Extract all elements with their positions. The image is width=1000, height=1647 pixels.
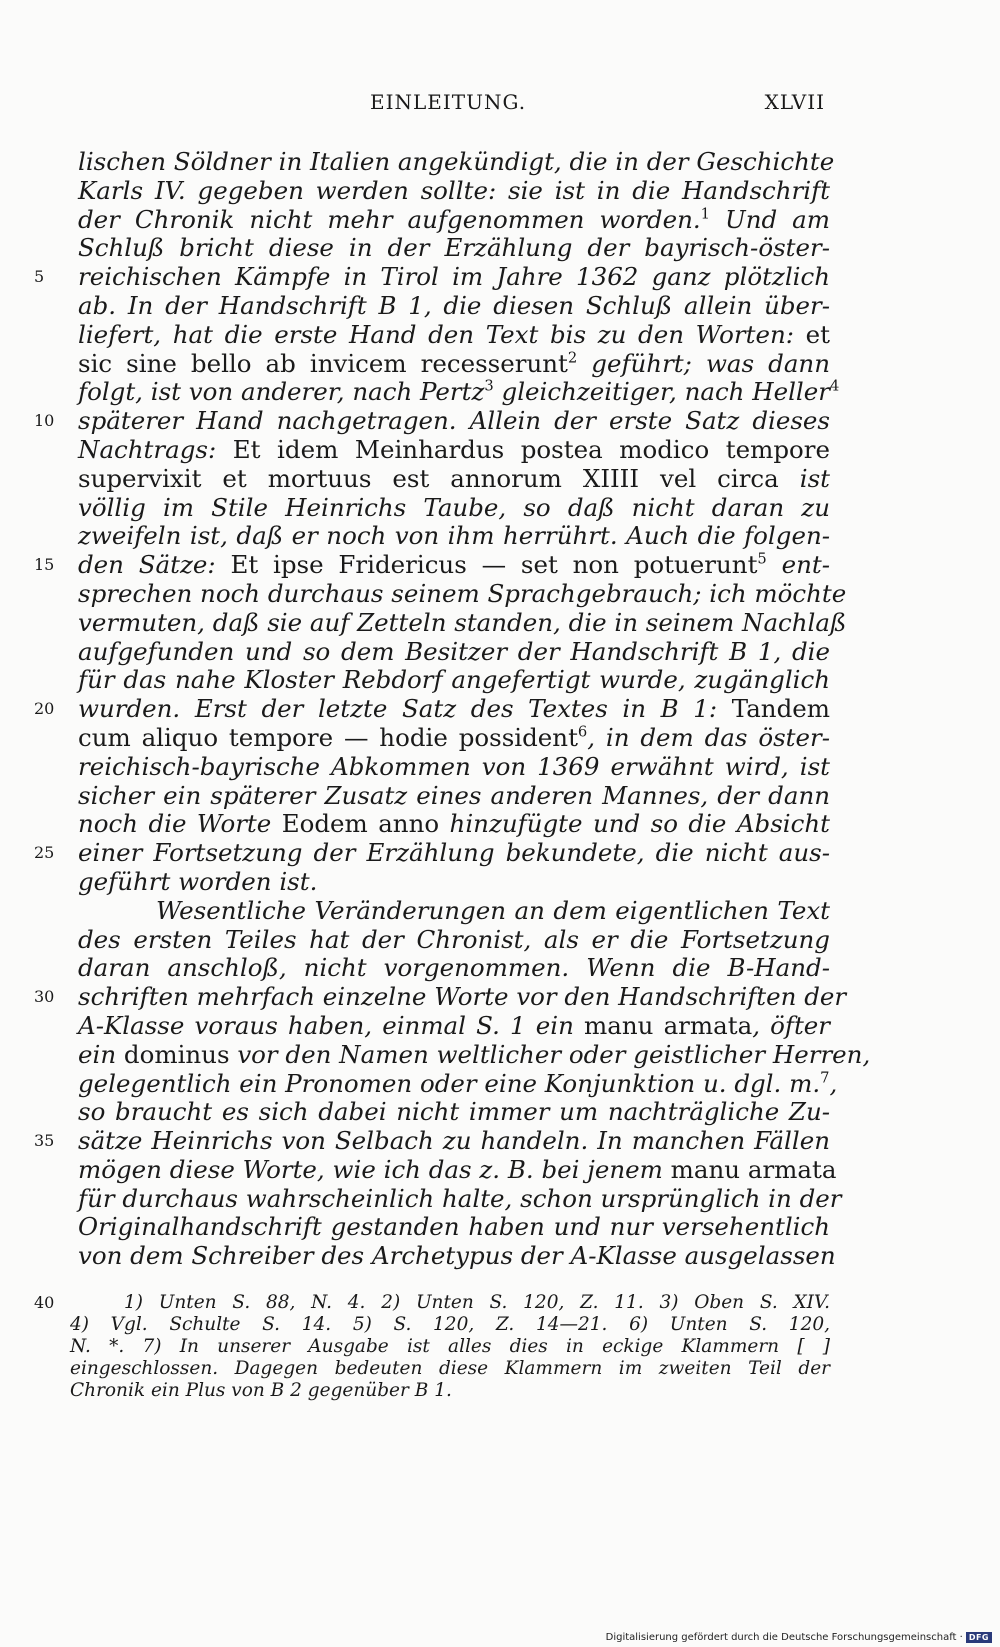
text-line [78, 1039, 871, 1070]
line-number: 5 [34, 267, 45, 287]
latin-quote: Et idem Meinhardus postea modico tempore [232, 434, 830, 464]
text-line [78, 350, 830, 379]
text-span: reichisch-bayrische Abkommen von 1369 erwähnt wird, ist [78, 751, 830, 781]
line-number: 30 [34, 987, 55, 1007]
text-span: sprechen noch durchaus seinem Sprachgebrauch; ich möchte [78, 578, 847, 608]
text-line [78, 1012, 830, 1041]
credit-text: Digitalisierung gefördert durch die Deutsche Forschungsgemeinschaft · [605, 1632, 963, 1643]
line-number: 35 [34, 1131, 55, 1151]
latin-quote: manu armata [584, 1010, 753, 1040]
latin-quote: Eodem anno [281, 809, 440, 839]
text-line [34, 982, 847, 1012]
text-line [78, 494, 830, 523]
text-span: liefert, hat die erste Hand den Text bis zu den Worten: [78, 319, 806, 349]
text-span: völlig im Stile Heinrichs Taube, so daß nicht daran zu [78, 492, 830, 522]
footnote-text: Chronik ein Plus von B 2 gegenüber B 1. [70, 1380, 452, 1401]
text-span: einer Fortsetzung der Erzählung bekundete, die nicht aus- [78, 838, 830, 868]
latin-quote: manu armata [670, 1154, 837, 1184]
text-span: so braucht es sich dabei nicht immer um nachträgliche Zu- [78, 1097, 830, 1127]
text-span: sicher ein späterer Zusatz eines anderen Mannes, der dann [78, 780, 830, 810]
text-line [78, 377, 840, 407]
text-line [78, 724, 830, 753]
text-span: ab. In der Handschrift B 1, die diesen Schluß allein über- [78, 290, 830, 320]
text-span: reichischen Kämpfe in Tirol im Jahre 1362 ganz plötzlich [78, 262, 830, 292]
text-span: den Sätze: [78, 550, 231, 580]
text-span: des ersten Teiles hat der Chronist, als er die Fortsetzung [78, 924, 830, 954]
text-span: geführt worden ist. [78, 866, 318, 896]
text-line [78, 753, 830, 782]
footnote-ref: 1 [700, 205, 711, 223]
text-span: , öfter [752, 1010, 831, 1040]
text-span: sätze Heinrichs von Selbach zu handeln. In manchen Fällen [78, 1126, 830, 1156]
text-span: zweifeln ist, daß er noch von ihm herrührt. Auch die folgen- [78, 521, 830, 551]
text-line [78, 666, 830, 695]
text-span: ist [778, 463, 830, 493]
text-line [78, 810, 830, 839]
text-line [78, 1183, 842, 1214]
text-line [78, 607, 847, 638]
latin-quote: et [805, 319, 830, 349]
latin-quote: Et ipse Fridericus — set non potuerunt [230, 550, 758, 580]
text-line [78, 1241, 836, 1271]
text-span: daran anschloß, nicht vorgenommen. Wenn die B-Hand- [78, 953, 830, 983]
footnote-line [70, 1314, 830, 1336]
page-number: XLVII [764, 90, 825, 114]
footnote-text: N. *. 7) In unserer Ausgabe ist alles dies in eckige Klammern [ ] [70, 1336, 830, 1357]
footnote-line [70, 1336, 830, 1358]
text-span: lischen Söldner in Italien angekündigt, die in der Geschichte [78, 147, 835, 176]
text-span: mögen diese Worte, wie ich das z. B. bei jenem [78, 1154, 671, 1184]
footnote-line [34, 1292, 830, 1314]
text-line [78, 868, 830, 897]
text-span: vor den Namen weltlicher oder geistlicher Herren, [229, 1039, 871, 1069]
text-span: Schluß bricht diese in der Erzählung der bayrisch-öster- [78, 233, 830, 263]
footnote-ref: 5 [757, 550, 767, 568]
text-span: ein [78, 1039, 124, 1069]
text-line [78, 954, 830, 983]
text-line [34, 694, 830, 724]
text-line [34, 262, 830, 292]
latin-quote: Tandem [731, 694, 830, 724]
text-line [78, 926, 830, 955]
text-line [78, 1213, 830, 1242]
line-number: 20 [34, 699, 55, 719]
footnote-ref: 7 [820, 1068, 830, 1086]
text-span: gelegentlich ein Pronomen oder eine Konjunktion u. dgl. m. [78, 1068, 821, 1098]
text-span: vermuten, daß sie auf Zetteln standen, die in seinem Nachlaß [78, 607, 847, 637]
text-line [78, 897, 830, 926]
footnote-text: 4) Vgl. Schulte S. 14. 5) S. 120, Z. 14—21. 6) Unten S. 120, [70, 1314, 830, 1335]
footnotes [34, 1292, 830, 1402]
text-span: ent- [766, 550, 830, 580]
text-span: für durchaus wahrscheinlich halte, schon ursprünglich in der [78, 1183, 842, 1213]
text-line [34, 406, 830, 436]
text-line [78, 177, 830, 206]
text-line [78, 1068, 838, 1099]
line-number: 15 [34, 555, 55, 575]
text-line [78, 1098, 830, 1127]
footnote-text: 1) Unten S. 88, N. 4. 2) Unten S. 120, Z. 11. 3) Oben S. XIV. [124, 1292, 830, 1313]
text-line [78, 782, 830, 811]
latin-quote: dominus [123, 1039, 230, 1069]
text-line [78, 465, 830, 494]
running-title: EINLEITUNG. [370, 90, 527, 114]
text-span: A-Klasse voraus haben, einmal S. 1 ein [78, 1010, 585, 1040]
digitization-credit [606, 1632, 992, 1643]
text-line [78, 1154, 837, 1185]
text-span: für das nahe Kloster Rebdorf angefertigt wurde, zugänglich [78, 665, 830, 695]
text-span: der Chronik nicht mehr aufgenommen worden. [78, 204, 701, 234]
footnote-text: eingeschlossen. Dagegen bedeuten diese Klammern im zweiten Teil der [70, 1358, 830, 1379]
text-span: Und am [710, 204, 830, 234]
line-number: 25 [34, 843, 55, 863]
text-span: Originalhandschrift gestanden haben und nur versehentlich [78, 1212, 830, 1242]
text-line [78, 578, 847, 609]
line-number: 10 [34, 411, 55, 431]
text-span: , [829, 1068, 838, 1098]
line-number: 40 [34, 1293, 55, 1312]
text-span: gleichzeitiger, nach Heller [493, 377, 830, 407]
text-span: noch die Worte [78, 809, 282, 839]
text-span: von dem Schreiber des Archetypus der A-Klasse ausgelassen [78, 1241, 836, 1271]
text-span: wurden. Erst der letzte Satz des Textes in B 1: [78, 694, 732, 724]
text-line [78, 292, 830, 321]
text-span: Nachtrags: [78, 434, 233, 464]
footnote-ref: 3 [484, 377, 494, 395]
text-line [78, 234, 830, 263]
text-line [78, 522, 830, 551]
footnote-ref: 4 [829, 377, 840, 395]
text-line [34, 550, 830, 580]
text-line [78, 638, 830, 667]
latin-quote: cum aliquo tempore — hodie possident [78, 722, 578, 752]
footnote-line [70, 1380, 830, 1402]
text-line [78, 206, 830, 235]
text-line [78, 436, 830, 465]
text-line [78, 147, 835, 177]
page-header [70, 90, 825, 120]
text-span: geführt; was dann [577, 348, 830, 378]
latin-quote: sic sine bello ab invicem recesserunt [78, 348, 568, 378]
text-span: schriften mehrfach einzelne Worte vor den Handschriften der [78, 982, 847, 1012]
text-span: Wesentliche Veränderungen an dem eigentlichen Text [156, 895, 830, 925]
text-line [34, 1126, 830, 1156]
latin-quote: supervixit et mortuus est annorum XIIII vel circa [78, 463, 779, 493]
footnote-ref: 6 [577, 723, 588, 741]
text-span: Karls IV. gegeben werden sollte: sie ist in die Handschrift [78, 175, 830, 205]
body-text [34, 147, 871, 1271]
text-span: hinzufügte und so die Absicht [439, 809, 830, 839]
text-line [78, 321, 830, 350]
dfg-logo: DFG [966, 1632, 992, 1643]
footnote-ref: 2 [567, 349, 578, 367]
text-line [34, 838, 830, 868]
footnote-line [70, 1358, 830, 1380]
text-span: folgt, ist von anderer, nach Pertz [78, 377, 485, 407]
text-span: aufgefunden und so dem Besitzer der Handschrift B 1, die [78, 636, 830, 666]
text-span: späterer Hand nachgetragen. Allein der erste Satz dieses [78, 406, 830, 436]
text-span: , in dem das öster- [587, 722, 830, 752]
